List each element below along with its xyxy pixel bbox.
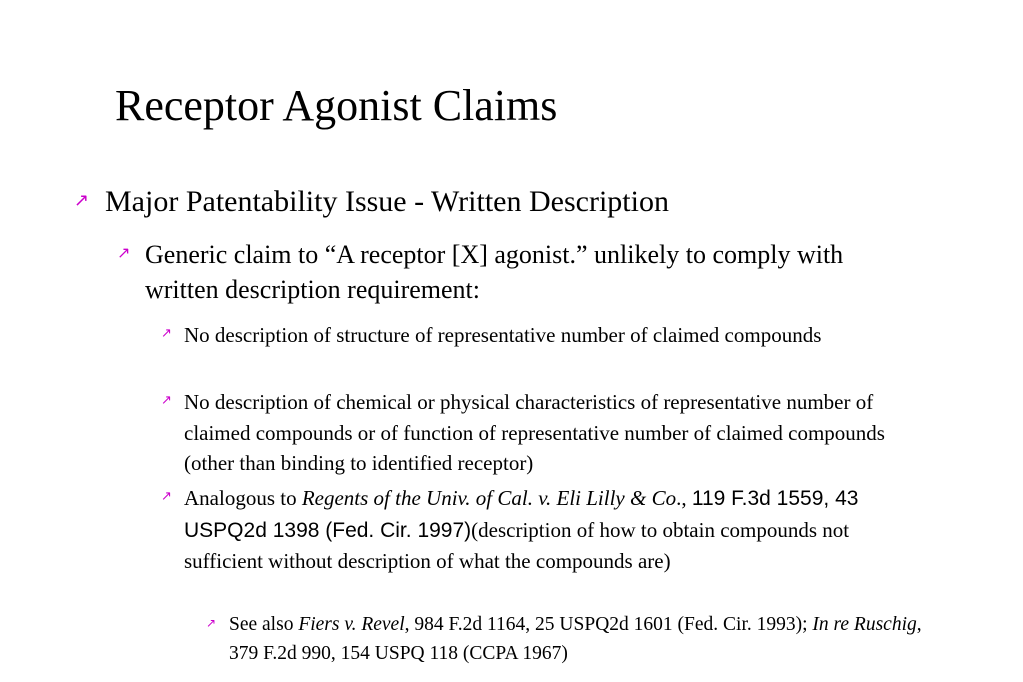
- arrow-bullet-icon: ↗: [74, 190, 90, 211]
- arrow-bullet-icon: ↗: [161, 393, 172, 408]
- case-name: Fiers v. Revel: [298, 614, 405, 635]
- text-run: , 984 F.2d 1164, 25 USPQ2d 1601 (Fed. Cir. 1993);: [404, 614, 813, 635]
- arrow-bullet-icon: ↗: [161, 326, 172, 341]
- case-citation: 119 F.3d 1559, 43 USPQ2d 1398 (Fed. Cir. 1997): [184, 487, 859, 542]
- case-name: In re Ruschig: [812, 614, 917, 635]
- bullet-text: Generic claim to “A receptor [X] agonist.” unlikely to comply with written description requirement:: [145, 240, 844, 304]
- bullet-text: No description of structure of representative number of claimed compounds: [184, 323, 822, 347]
- arrow-bullet-icon: ↗: [206, 616, 217, 630]
- text-run: Analogous to: [184, 486, 302, 510]
- bullet-text: [184, 483, 909, 577]
- text-run: .,: [676, 486, 692, 510]
- bullet-text: [229, 610, 929, 668]
- case-name: Regents of the Univ. of Cal. v. Eli Lilly & Co: [301, 486, 677, 510]
- arrow-bullet-icon: ↗: [117, 243, 131, 262]
- text-run: , 379 F.2d 990, 154 USPQ 118 (CCPA 1967): [229, 614, 922, 664]
- arrow-bullet-icon: ↗: [161, 489, 172, 504]
- text-run: (description of how to obtain compounds not sufficient without description of what the compounds are): [184, 517, 850, 573]
- bullet-text: Major Patentability Issue - Written Description: [105, 185, 669, 218]
- bullet-text: No description of chemical or physical characteristics of representative number of claimed compounds or of function of representative number of claimed compounds (other than binding to identified receptor): [184, 390, 885, 475]
- text-run: See also: [229, 614, 299, 635]
- slide-title: Receptor Agonist Claims: [115, 81, 558, 130]
